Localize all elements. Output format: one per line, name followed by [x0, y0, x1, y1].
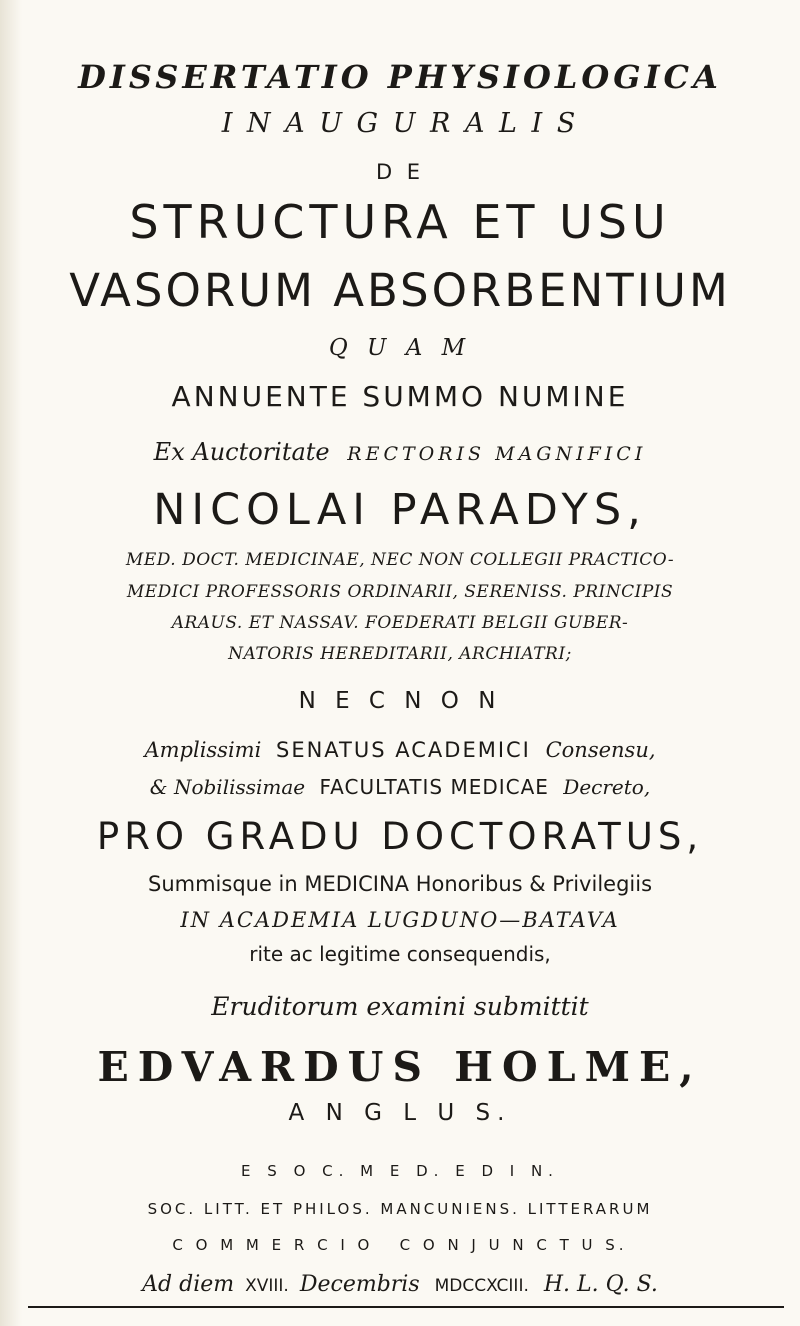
author-name: EDVARDUS HOLME, — [97, 1043, 703, 1091]
title-structura: STRUCTURA ET USU — [129, 195, 671, 249]
title-dissertatio: DISSERTATIO PHYSIOLOGICA — [78, 58, 722, 96]
soc-litt-line: SOC. LITT. ET PHILOS. MANCUNIENS. LITTERARUM — [147, 1200, 653, 1218]
amplissimi-text: Amplissimi — [144, 738, 262, 762]
rector-name: NICOLAI PARADYS, — [153, 485, 647, 535]
annuente-line: ANNUENTE SUMMO NUMINE — [171, 380, 629, 413]
ad-diem-line — [0, 1272, 800, 1297]
eruditorum-line: Eruditorum examini submittit — [211, 992, 589, 1021]
in-academia-line: IN ACADEMIA LUGDUNO—BATAVA — [180, 908, 620, 932]
decembris-text: Decembris — [299, 1272, 420, 1297]
year-numeral: MDCCXCIII. — [434, 1276, 529, 1296]
credentials-line-2: MEDICI PROFESSORIS ORDINARII, SERENISS. PRINCIPIS — [126, 582, 674, 602]
credentials-line-3: ARAUS. ET NASSAV. FOEDERATI BELGII GUBER- — [171, 613, 629, 633]
hlqs-text: H. L. Q. S. — [543, 1272, 658, 1297]
senatus-text: SENATUS ACADEMICI — [276, 738, 531, 762]
ad-diem-text: Ad diem — [142, 1272, 235, 1297]
title-vasorum: VASORUM ABSORBENTIUM — [69, 264, 731, 317]
pro-gradu-line: PRO GRADU DOCTORATUS, — [96, 815, 704, 858]
title-de: D E — [375, 160, 425, 184]
facultatis-text: FACULTATIS MEDICAE — [319, 775, 549, 799]
credentials-line-1: MED. DOCT. MEDICINAE, NEC NON COLLEGII PRACTICO- — [125, 550, 675, 570]
divider-rule — [28, 1306, 784, 1308]
title-inauguralis: I N A U G U R A L I S — [221, 108, 579, 139]
rectoris-text: RECTORIS MAGNIFICI — [347, 443, 647, 465]
credentials-line-4: NATORIS HEREDITARII, ARCHIATRI; — [228, 644, 572, 664]
necnon-line: N E C N O N — [298, 688, 502, 714]
title-quam: Q U A M — [328, 335, 472, 361]
day-numeral: XVIII. — [245, 1276, 289, 1296]
facultas-line — [0, 775, 800, 799]
decreto-text: Decreto, — [563, 775, 651, 799]
auctoritate-line — [0, 438, 800, 466]
senatus-line — [0, 738, 800, 762]
rite-line: rite ac legitime consequendis, — [249, 942, 551, 966]
commercio-line: C O M M E R C I O C O N J U N C T U S. — [172, 1236, 628, 1254]
esoc-line: E S O C. M E D. E D I N. — [241, 1162, 559, 1180]
anglus-line: A N G L U S. — [288, 1100, 512, 1126]
ex-auctoritate-text: Ex Auctoritate — [153, 438, 330, 466]
summisque-line: Summisque in MEDICINA Honoribus & Privilegiis — [147, 872, 653, 896]
nobilissimae-text: & Nobilissimae — [149, 775, 306, 799]
consensu-text: Consensu, — [545, 738, 656, 762]
